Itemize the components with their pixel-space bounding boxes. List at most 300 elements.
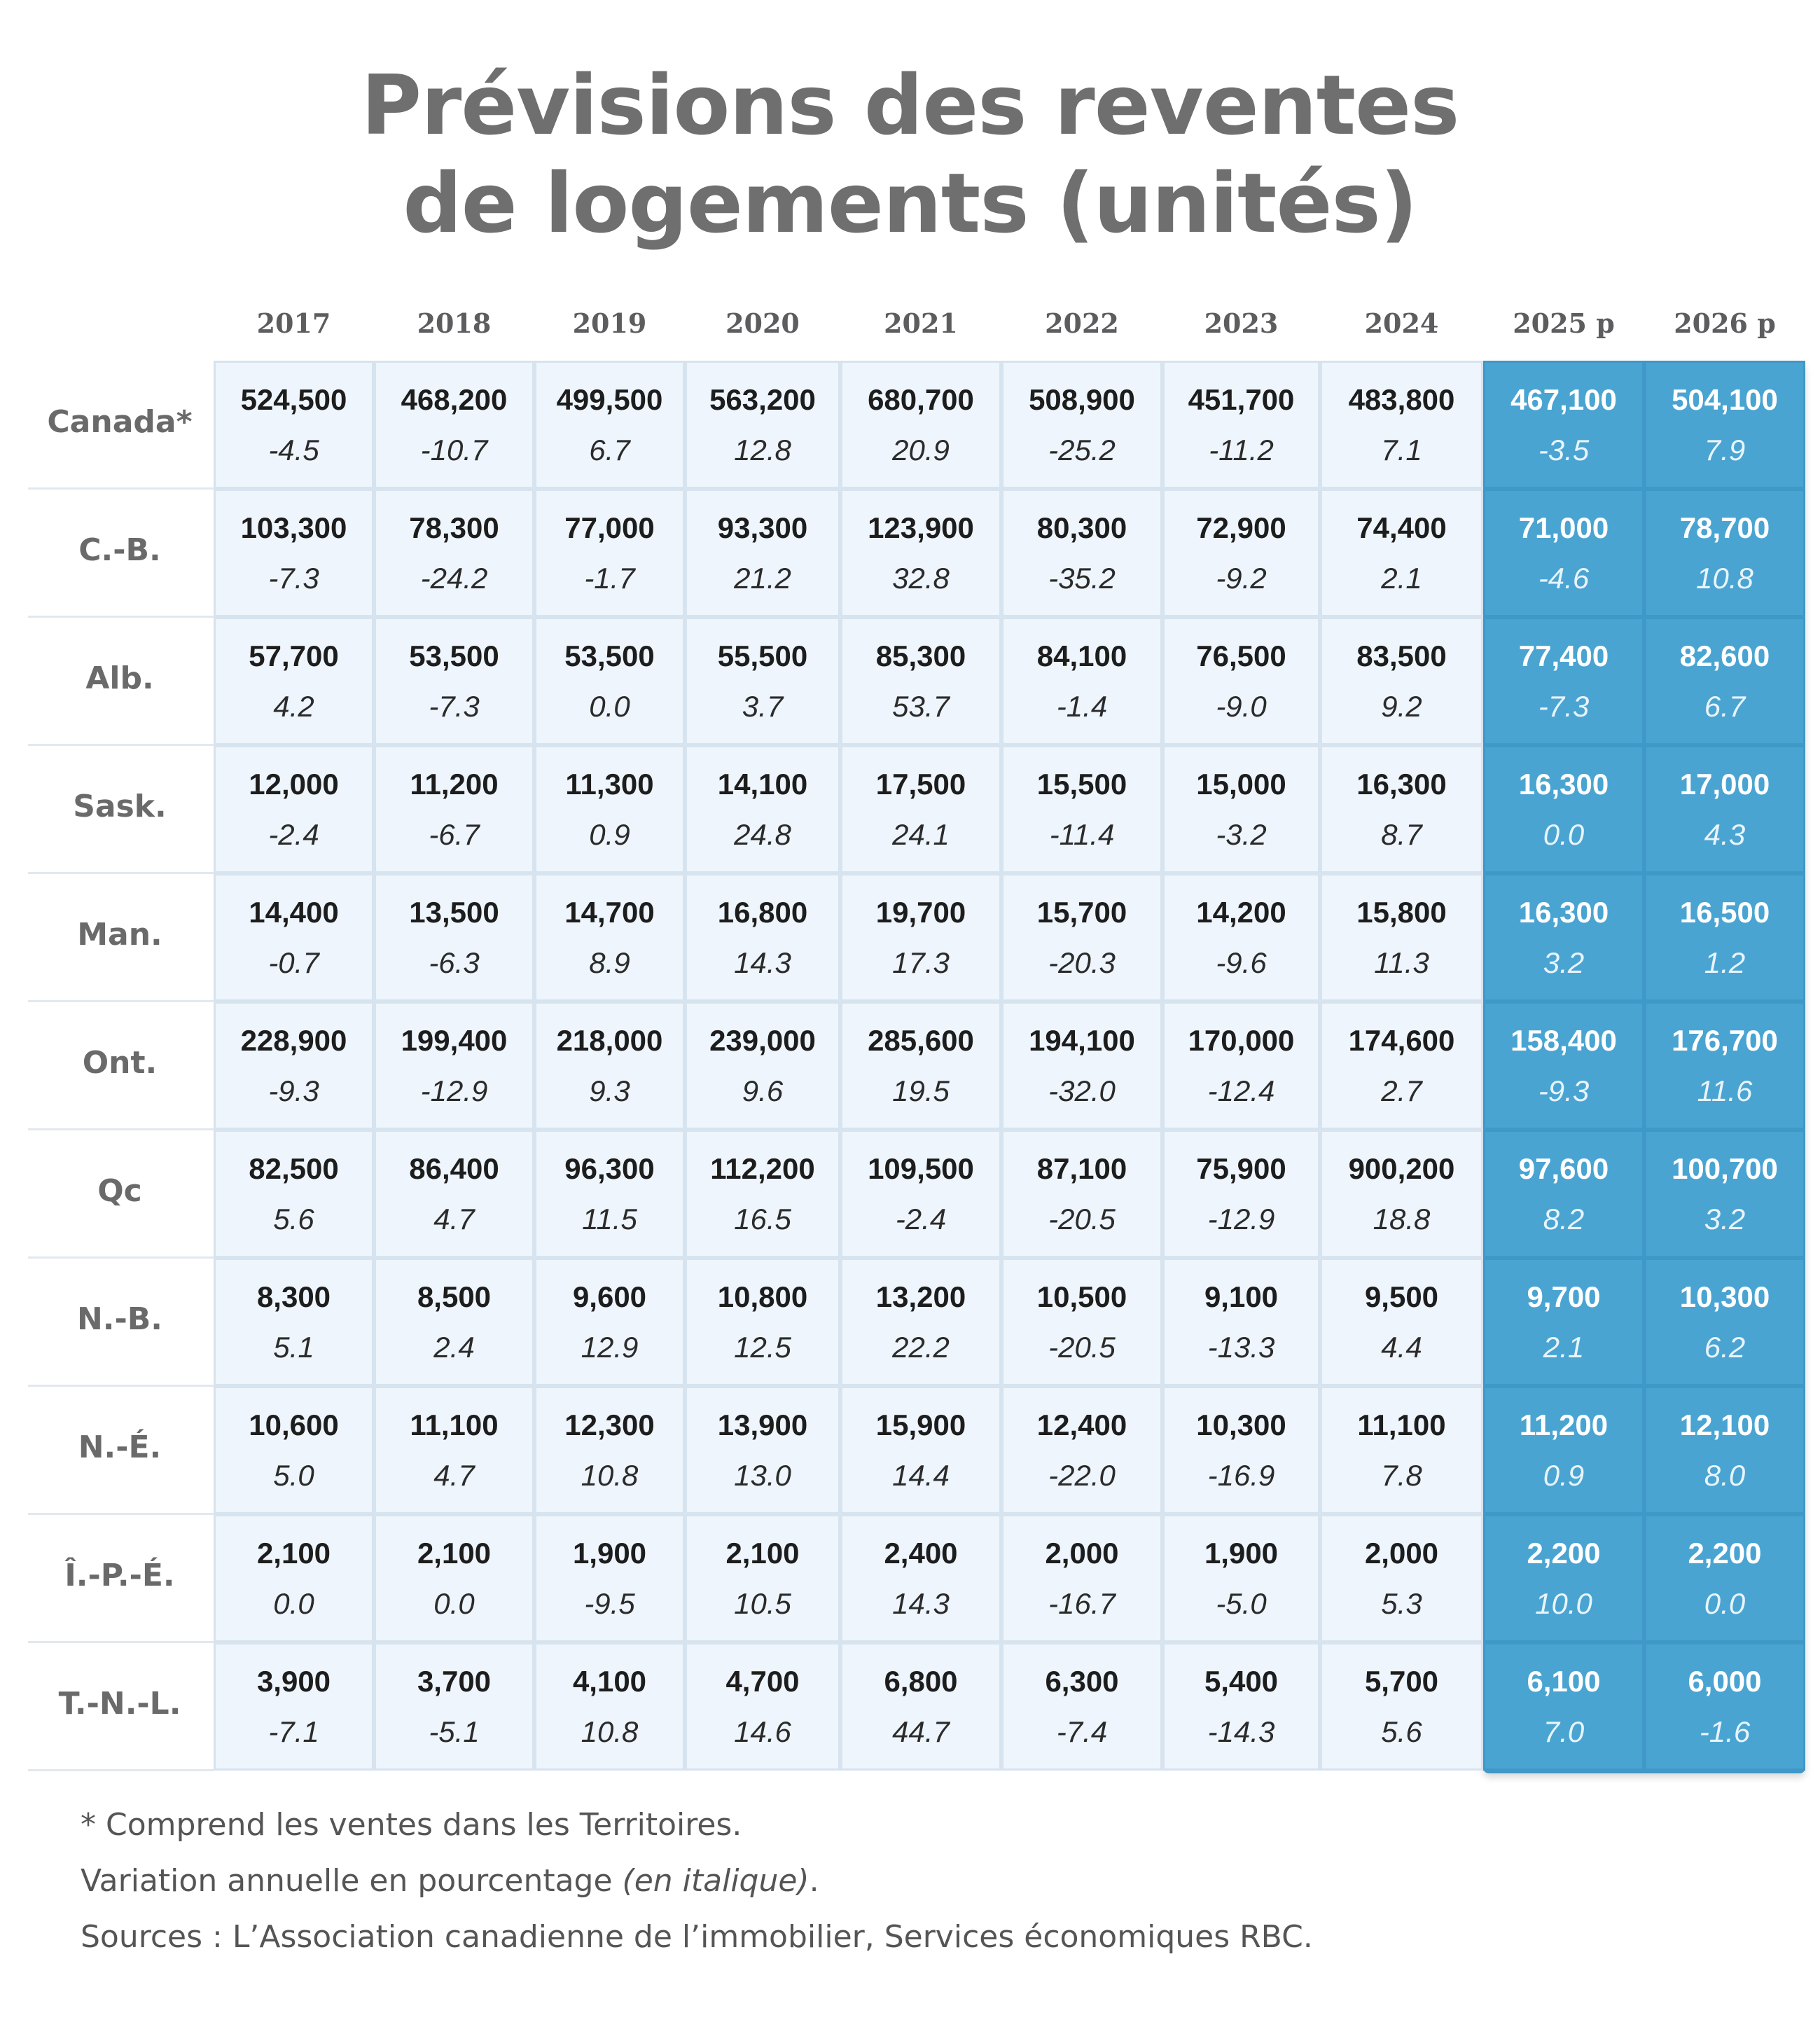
table-cell [1320, 873, 1483, 1002]
cell-change: 20.9 [892, 434, 950, 466]
cell-value: 170,000 [1188, 1024, 1295, 1057]
table-cell [374, 873, 534, 1002]
cell-value: 11,200 [410, 768, 499, 801]
cell-change: 14.4 [892, 1459, 950, 1492]
row-divider [28, 1641, 214, 1643]
cell-change: -24.2 [420, 562, 488, 595]
table-cell [685, 1386, 840, 1514]
table-cell [214, 745, 374, 873]
table-cell [534, 1386, 685, 1514]
table-cell [1483, 361, 1644, 489]
table-cell [1001, 1258, 1162, 1386]
table-cell [840, 873, 1001, 1002]
cell-change: 10.8 [581, 1715, 639, 1748]
table-cell [1162, 873, 1320, 1002]
table-cell [534, 617, 685, 745]
cell-value: 504,100 [1672, 383, 1778, 416]
table-cell [840, 1386, 1001, 1514]
cell-value: 8,300 [256, 1280, 331, 1313]
row-label: Î.-P.-É. [64, 1558, 175, 1593]
table-cell [1162, 1642, 1320, 1771]
cell-value: 12,000 [249, 768, 339, 801]
cell-value: 2,000 [1045, 1537, 1119, 1570]
cell-value: 10,300 [1196, 1408, 1286, 1441]
table-cell [374, 1258, 534, 1386]
cell-value: 6,100 [1527, 1665, 1601, 1698]
cell-change: -20.5 [1048, 1331, 1116, 1364]
footnote-territories: * Comprend les ventes dans les Territoires. [81, 1807, 742, 1843]
cell-value: 85,300 [875, 639, 966, 672]
table-cell [1644, 617, 1805, 745]
cell-value: 6,300 [1045, 1665, 1119, 1698]
cell-change: 12.9 [581, 1331, 639, 1364]
cell-change: 5.6 [1381, 1715, 1422, 1748]
column-header-2020: 2020 [725, 307, 800, 339]
table-cell [1320, 1258, 1483, 1386]
table-cell [534, 1514, 685, 1642]
column-header-2025-p: 2025 p [1513, 307, 1615, 339]
cell-value: 11,100 [1357, 1408, 1446, 1441]
cell-value: 15,800 [1356, 896, 1447, 929]
cell-value: 4,100 [572, 1665, 647, 1698]
cell-value: 3,900 [256, 1665, 331, 1698]
cell-value: 15,700 [1036, 896, 1127, 929]
table-cell [1320, 1130, 1483, 1258]
cell-change: 10.0 [1535, 1587, 1592, 1620]
cell-value: 17,500 [875, 768, 966, 801]
table-cell [214, 489, 374, 617]
row-label: N.-B. [76, 1301, 163, 1337]
table-cell [374, 1002, 534, 1130]
cell-value: 2,000 [1364, 1537, 1439, 1570]
table-cell [685, 617, 840, 745]
cell-change: 4.7 [433, 1203, 475, 1235]
table-cell [685, 361, 840, 489]
cell-change: -7.1 [268, 1715, 319, 1748]
cell-change: 8.2 [1543, 1203, 1585, 1235]
table-cell [1483, 745, 1644, 873]
cell-change: 10.8 [1696, 562, 1753, 595]
cell-change: -7.4 [1056, 1715, 1108, 1748]
cell-change: 5.0 [273, 1459, 314, 1492]
table-cell [374, 745, 534, 873]
cell-change: 14.3 [892, 1587, 950, 1620]
cell-change: -1.6 [1699, 1715, 1751, 1748]
cell-change: -16.9 [1207, 1459, 1275, 1492]
column-header-2022: 2022 [1045, 307, 1119, 339]
table-cell [374, 361, 534, 489]
table-cell [840, 1002, 1001, 1130]
cell-change: 53.7 [892, 690, 950, 723]
table-cell [1162, 1514, 1320, 1642]
title-line-2: de logements (unités) [403, 155, 1417, 251]
table-cell [534, 745, 685, 873]
cell-value: 508,900 [1029, 383, 1135, 416]
table-cell [1644, 361, 1805, 489]
table-cell [534, 1642, 685, 1771]
cell-value: 78,300 [409, 511, 499, 544]
cell-change: 8.9 [589, 946, 630, 979]
cell-change: 10.8 [581, 1459, 639, 1492]
cell-change: -3.5 [1538, 434, 1590, 466]
cell-change: -1.7 [584, 562, 635, 595]
cell-change: 0.0 [589, 690, 630, 723]
cell-value: 467,100 [1510, 383, 1617, 416]
cell-value: 97,600 [1518, 1152, 1609, 1185]
cell-change: 4.4 [1381, 1331, 1422, 1364]
cell-change: 2.1 [1381, 562, 1422, 595]
table-cell [840, 1258, 1001, 1386]
cell-value: 1,900 [572, 1537, 647, 1570]
cell-change: 32.8 [892, 562, 950, 595]
cell-change: -9.6 [1216, 946, 1267, 979]
table-cell [374, 1130, 534, 1258]
cell-change: -20.5 [1048, 1203, 1116, 1235]
cell-value: 13,500 [409, 896, 499, 929]
table-cell [1162, 1386, 1320, 1514]
cell-change: -11.2 [1209, 434, 1274, 466]
table-cell [214, 1258, 374, 1386]
cell-value: 16,800 [717, 896, 808, 929]
cell-value: 174,600 [1348, 1024, 1455, 1057]
cell-value: 176,700 [1672, 1024, 1778, 1057]
table-cell [1483, 1642, 1644, 1771]
cell-change: -2.4 [268, 818, 319, 851]
table-cell [1001, 361, 1162, 489]
cell-value: 8,500 [417, 1280, 492, 1313]
cell-change: 7.1 [1381, 434, 1422, 466]
table-cell [1162, 361, 1320, 489]
cell-value: 53,500 [564, 639, 655, 672]
row-label: T.-N.-L. [58, 1686, 181, 1722]
cell-value: 14,100 [717, 768, 808, 801]
cell-change: 21.2 [734, 562, 791, 595]
cell-value: 9,600 [572, 1280, 647, 1313]
table-cell [1320, 489, 1483, 617]
cell-change: -16.7 [1048, 1587, 1116, 1620]
row-label: Sask. [73, 789, 167, 824]
table-cell [214, 617, 374, 745]
row-label: Qc [97, 1173, 142, 1209]
column-header-2017: 2017 [256, 307, 331, 339]
table-cell [1644, 1514, 1805, 1642]
table-cell [534, 1258, 685, 1386]
cell-value: 96,300 [564, 1152, 655, 1185]
cell-change: 17.3 [892, 946, 950, 979]
cell-value: 12,400 [1036, 1408, 1127, 1441]
row-label: Alb. [85, 660, 154, 696]
table-cell [1162, 745, 1320, 873]
cell-value: 11,300 [565, 768, 654, 801]
row-divider [28, 1256, 214, 1259]
cell-change: -12.9 [420, 1074, 488, 1107]
cell-change: 4.3 [1704, 818, 1746, 851]
cell-value: 82,500 [249, 1152, 339, 1185]
cell-value: 78,700 [1679, 511, 1770, 544]
cell-change: -9.5 [584, 1587, 635, 1620]
row-divider [28, 872, 214, 874]
cell-change: 7.0 [1543, 1715, 1585, 1748]
cell-change: -10.7 [420, 434, 488, 466]
row-divider [28, 616, 214, 618]
table-cell [1483, 873, 1644, 1002]
cell-change: -9.2 [1216, 562, 1267, 595]
cell-change: 12.5 [734, 1331, 791, 1364]
cell-change: 24.8 [734, 818, 791, 851]
table-cell [534, 873, 685, 1002]
cell-value: 15,900 [875, 1408, 966, 1441]
cell-value: 900,200 [1348, 1152, 1455, 1185]
cell-value: 55,500 [717, 639, 808, 672]
cell-value: 524,500 [240, 383, 347, 416]
cell-value: 87,100 [1036, 1152, 1127, 1185]
column-header-2026-p: 2026 p [1674, 307, 1776, 339]
cell-value: 13,900 [717, 1408, 808, 1441]
table-cell [1483, 489, 1644, 617]
table-cell [1644, 745, 1805, 873]
cell-value: 14,700 [564, 896, 655, 929]
cell-value: 53,500 [409, 639, 499, 672]
cell-change: -6.3 [429, 946, 480, 979]
cell-change: 14.3 [734, 946, 791, 979]
cell-value: 5,400 [1204, 1665, 1279, 1698]
cell-change: 22.2 [892, 1331, 950, 1364]
cell-value: 11,100 [410, 1408, 499, 1441]
table-cell [534, 361, 685, 489]
table-cell [1001, 617, 1162, 745]
table-cell [1644, 1386, 1805, 1514]
cell-change: 10.5 [734, 1587, 791, 1620]
table-cell [1320, 1386, 1483, 1514]
table-cell [214, 361, 374, 489]
cell-value: 9,100 [1204, 1280, 1279, 1313]
cell-value: 3,700 [417, 1665, 492, 1698]
cell-change: -14.3 [1207, 1715, 1275, 1748]
cell-value: 86,400 [409, 1152, 499, 1185]
table-cell [1162, 489, 1320, 617]
table-cell [1001, 1642, 1162, 1771]
table-cell [374, 489, 534, 617]
cell-value: 12,100 [1679, 1408, 1770, 1441]
cell-value: 451,700 [1188, 383, 1295, 416]
cell-change: 6.7 [1704, 690, 1746, 723]
table-cell [685, 1642, 840, 1771]
footnote-sources: Sources : L’Association canadienne de l’immobilier, Services économiques RBC. [81, 1919, 1313, 1955]
cell-value: 57,700 [249, 639, 339, 672]
column-header-2018: 2018 [417, 307, 492, 339]
cell-value: 15,500 [1036, 768, 1127, 801]
table-cell [1483, 1130, 1644, 1258]
table-cell [685, 873, 840, 1002]
table-cell [1001, 1386, 1162, 1514]
cell-change: 19.5 [892, 1074, 950, 1107]
cell-change: -4.6 [1538, 562, 1590, 595]
cell-change: 18.8 [1373, 1203, 1431, 1235]
table-cell [1320, 361, 1483, 489]
cell-value: 83,500 [1356, 639, 1447, 672]
table-cell [1483, 1258, 1644, 1386]
cell-value: 77,000 [564, 511, 655, 544]
cell-change: 9.6 [742, 1074, 784, 1107]
cell-value: 93,300 [717, 511, 808, 544]
cell-value: 4,700 [725, 1665, 800, 1698]
cell-change: 0.0 [273, 1587, 314, 1620]
row-divider [28, 1385, 214, 1387]
cell-change: 9.2 [1381, 690, 1422, 723]
cell-value: 71,000 [1518, 511, 1609, 544]
cell-value: 483,800 [1348, 383, 1455, 416]
row-divider [28, 1000, 214, 1002]
cell-value: 194,100 [1029, 1024, 1135, 1057]
table-cell [534, 489, 685, 617]
cell-change: 6.7 [589, 434, 630, 466]
cell-value: 6,000 [1688, 1665, 1762, 1698]
cell-value: 112,200 [710, 1152, 815, 1185]
table-cell [840, 1514, 1001, 1642]
table-cell [374, 1642, 534, 1771]
cell-change: 12.8 [734, 434, 791, 466]
cell-value: 103,300 [240, 511, 347, 544]
cell-change: -13.3 [1207, 1331, 1275, 1364]
cell-change: -5.0 [1216, 1587, 1267, 1620]
cell-value: 14,400 [249, 896, 339, 929]
cell-change: -22.0 [1048, 1459, 1116, 1492]
cell-change: -35.2 [1048, 562, 1116, 595]
table-cell [1320, 617, 1483, 745]
cell-value: 1,900 [1204, 1537, 1279, 1570]
cell-value: 13,200 [875, 1280, 966, 1313]
table-cell [685, 1002, 840, 1130]
cell-change: 3.7 [742, 690, 784, 723]
row-label: C.-B. [78, 532, 161, 568]
cell-value: 6,800 [884, 1665, 958, 1698]
table-cell [374, 1514, 534, 1642]
cell-change: 11.3 [1374, 946, 1429, 979]
row-label: Canada* [47, 404, 193, 440]
cell-change: 0.9 [1543, 1459, 1585, 1492]
footnote-variation-text: Variation annuelle en pourcentage [81, 1863, 623, 1899]
cell-change: -20.3 [1048, 946, 1116, 979]
table-cell [214, 1002, 374, 1130]
table-cell [1483, 1002, 1644, 1130]
cell-change: 2.1 [1543, 1331, 1585, 1364]
table-cell [1162, 1002, 1320, 1130]
table-cell [840, 1130, 1001, 1258]
table-cell [1644, 1258, 1805, 1386]
cell-change: -6.7 [429, 818, 480, 851]
cell-change: -9.3 [1538, 1074, 1590, 1107]
cell-value: 100,700 [1672, 1152, 1778, 1185]
cell-value: 123,900 [868, 511, 974, 544]
table-cell [685, 489, 840, 617]
cell-change: -1.4 [1056, 690, 1108, 723]
cell-value: 2,100 [725, 1537, 800, 1570]
table-cell [1162, 1258, 1320, 1386]
table-cell [1644, 873, 1805, 1002]
table-cell [1320, 1002, 1483, 1130]
table-cell [534, 1130, 685, 1258]
table-cell [374, 617, 534, 745]
cell-value: 74,400 [1356, 511, 1447, 544]
cell-value: 77,400 [1518, 639, 1609, 672]
cell-value: 9,700 [1527, 1280, 1601, 1313]
cell-value: 16,500 [1679, 896, 1770, 929]
cell-change: 7.9 [1704, 434, 1746, 466]
table-cell [1001, 1514, 1162, 1642]
cell-change: -12.9 [1207, 1203, 1275, 1235]
cell-value: 16,300 [1518, 768, 1609, 801]
cell-value: 11,200 [1519, 1408, 1609, 1441]
cell-change: 2.7 [1381, 1074, 1422, 1107]
table-cell [214, 1386, 374, 1514]
table-cell [685, 745, 840, 873]
cell-value: 2,200 [1688, 1537, 1762, 1570]
table-cell [534, 1002, 685, 1130]
cell-change: 8.0 [1704, 1459, 1746, 1492]
cell-value: 563,200 [709, 383, 816, 416]
row-divider [28, 487, 214, 490]
cell-value: 12,300 [564, 1408, 655, 1441]
cell-value: 17,000 [1679, 768, 1770, 801]
cell-change: -11.4 [1049, 818, 1115, 851]
cell-change: 16.5 [734, 1203, 791, 1235]
cell-change: 7.8 [1381, 1459, 1422, 1492]
cell-value: 239,000 [709, 1024, 816, 1057]
table-cell [1001, 873, 1162, 1002]
cell-value: 76,500 [1196, 639, 1286, 672]
cell-change: 0.0 [1543, 818, 1585, 851]
footnote-variation-italic: (en italique) [622, 1863, 810, 1899]
cell-value: 2,200 [1527, 1537, 1601, 1570]
cell-value: 199,400 [401, 1024, 508, 1057]
table-cell [1162, 1130, 1320, 1258]
cell-value: 16,300 [1356, 768, 1447, 801]
cell-value: 499,500 [556, 383, 663, 416]
cell-value: 75,900 [1196, 1152, 1286, 1185]
table-cell [1320, 1514, 1483, 1642]
table-cell [1320, 1642, 1483, 1771]
cell-change: -9.3 [268, 1074, 319, 1107]
cell-change: 1.2 [1704, 946, 1746, 979]
table-cell [214, 1130, 374, 1258]
cell-value: 680,700 [868, 383, 974, 416]
cell-change: -4.5 [268, 434, 319, 466]
cell-change: -9.0 [1216, 690, 1267, 723]
cell-value: 2,100 [256, 1537, 331, 1570]
cell-change: -25.2 [1048, 434, 1116, 466]
column-header-2021: 2021 [884, 307, 958, 339]
cell-value: 218,000 [556, 1024, 663, 1057]
cell-value: 10,300 [1679, 1280, 1770, 1313]
cell-change: 5.6 [273, 1203, 314, 1235]
table-cell [1644, 489, 1805, 617]
table-cell [1644, 1002, 1805, 1130]
cell-change: 0.0 [433, 1587, 475, 1620]
title-line-1: Prévisions des reventes [361, 57, 1459, 153]
cell-value: 109,500 [868, 1152, 974, 1185]
cell-value: 9,500 [1364, 1280, 1439, 1313]
cell-change: -7.3 [429, 690, 480, 723]
cell-change: 0.9 [589, 818, 630, 851]
cell-change: -7.3 [268, 562, 319, 595]
row-divider [28, 1769, 214, 1771]
table-cell [214, 1514, 374, 1642]
cell-change: 44.7 [892, 1715, 950, 1748]
cell-change: 3.2 [1543, 946, 1585, 979]
cell-value: 2,100 [417, 1537, 492, 1570]
table-cell [840, 1642, 1001, 1771]
cell-change: 14.6 [734, 1715, 791, 1748]
